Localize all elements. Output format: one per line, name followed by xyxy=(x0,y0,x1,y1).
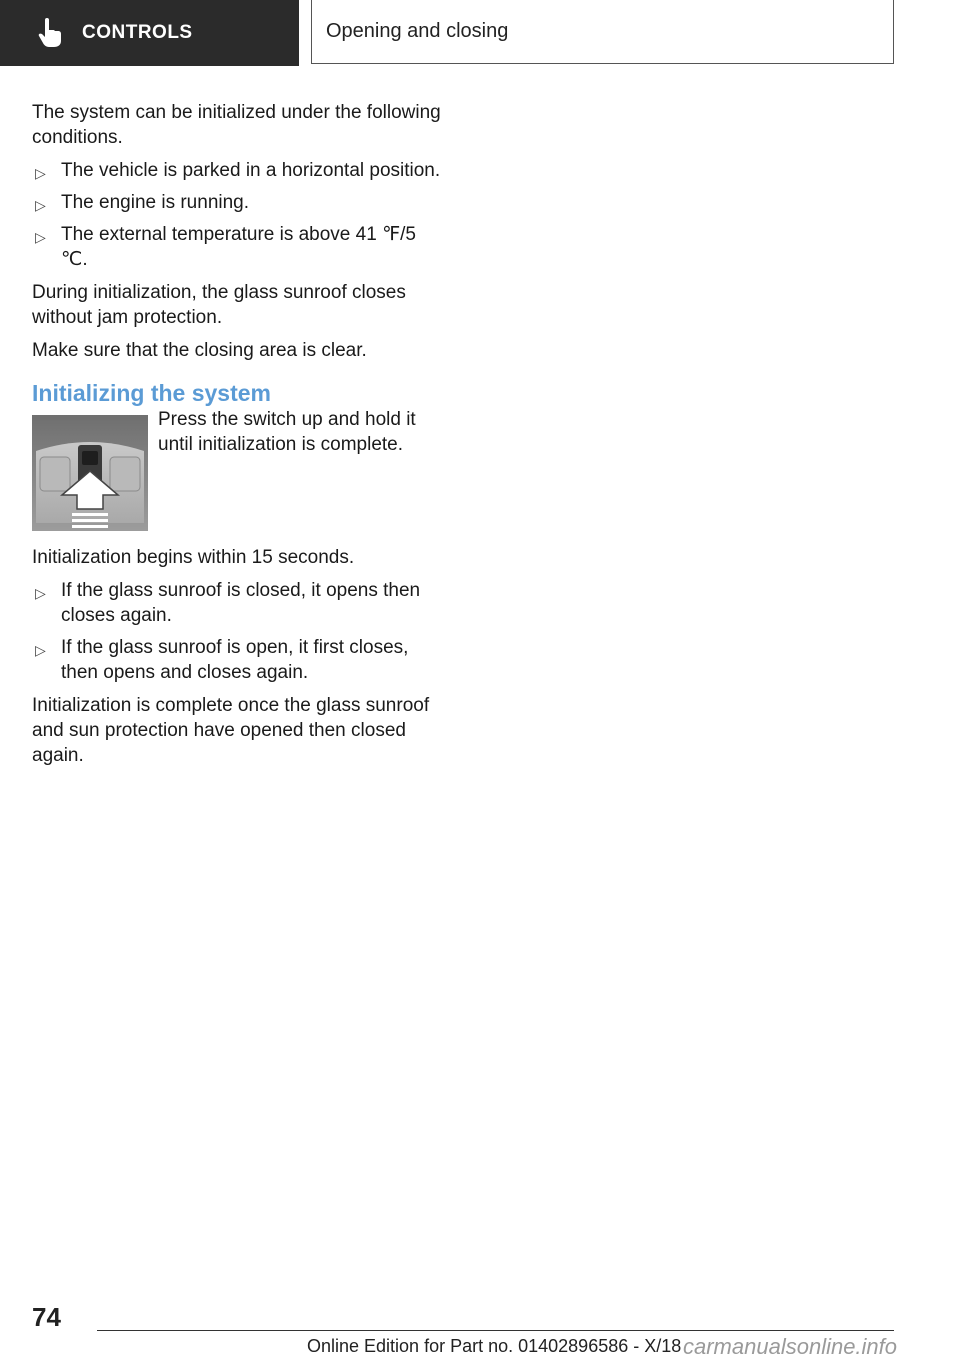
page-number: 74 xyxy=(32,1302,61,1332)
begins-note: Initialization begins within 15 seconds. xyxy=(32,547,355,568)
triangle-bullet-icon: ▷ xyxy=(35,229,46,245)
section-heading: Initializing the system xyxy=(32,380,271,406)
main-content xyxy=(32,100,447,776)
triangle-bullet-icon: ▷ xyxy=(35,197,46,213)
section-label: CONTROLS xyxy=(82,22,193,43)
section-tab xyxy=(0,0,299,66)
triangle-bullet-icon: ▷ xyxy=(35,165,46,181)
sunroof-switch-illustration xyxy=(32,415,148,531)
intro-paragraph: The system can be initialized under the following conditions. xyxy=(32,102,441,148)
page-header xyxy=(0,0,960,66)
hand-pointer-icon xyxy=(36,18,64,48)
edition-text: Online Edition for Part no. 01402896586 - X/18 xyxy=(307,1336,682,1356)
clear-area-note: Make sure that the closing area is clear. xyxy=(32,340,367,361)
list-item: ▷ If the glass sunroof is open, it first closes, then opens and closes again. xyxy=(35,637,409,683)
list-item: ▷ If the glass sunroof is closed, it opens then closes again. xyxy=(35,580,421,626)
figure-caption: Press the switch up and hold it until initialization is complete. xyxy=(158,409,416,455)
chapter-title xyxy=(311,0,894,64)
list-item: ▷ The engine is running. xyxy=(32,190,447,215)
footer-divider xyxy=(97,1330,894,1331)
conditions-list xyxy=(32,158,447,272)
triangle-bullet-icon: ▷ xyxy=(35,642,46,658)
chapter-title-text: Opening and closing xyxy=(326,20,509,42)
watermark: carmanualsonline.info xyxy=(683,1334,898,1359)
triangle-bullet-icon: ▷ xyxy=(35,585,46,601)
figure-row xyxy=(32,409,447,531)
outcomes-list xyxy=(32,578,447,685)
list-item: ▷ The vehicle is parked in a horizontal position. xyxy=(32,158,447,183)
list-item: ▷ The external temperature is above 41 ℉/5 ℃. xyxy=(35,224,416,270)
complete-note: Initialization is complete once the glass sunroof and sun protection have opened then closed again. xyxy=(32,695,430,766)
initialization-note: During initialization, the glass sunroof closes without jam protection. xyxy=(32,282,406,328)
